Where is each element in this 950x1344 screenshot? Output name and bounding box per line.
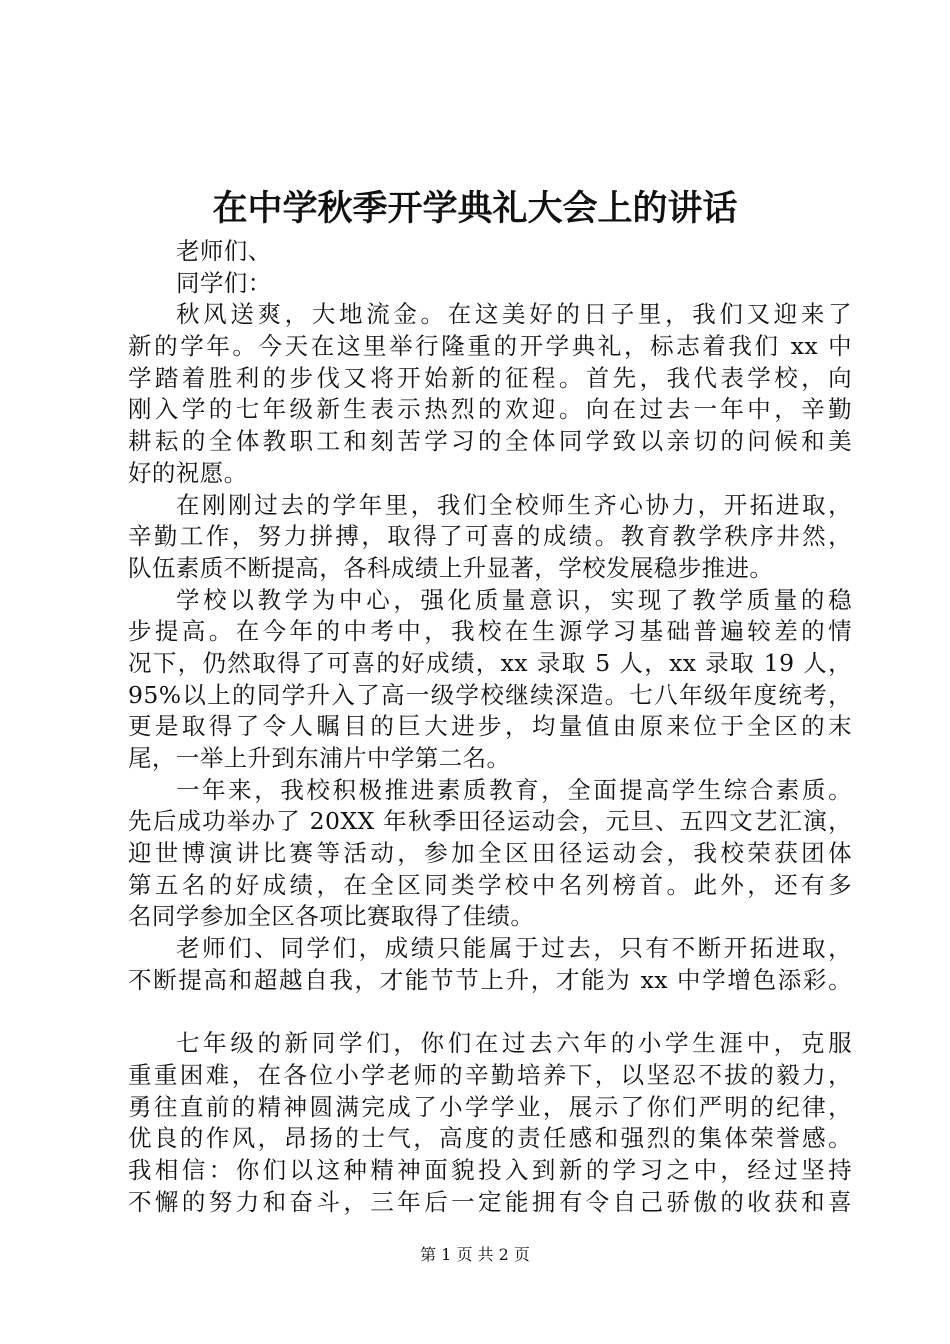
document-body: [128, 236, 852, 1218]
text-line: 队伍素质不断提高，各科成绩上升显著，学校发展稳步推进。: [128, 553, 774, 582]
text-line: 步提高。在今年的中考中，我校在生源学习基础普遍较差的情: [128, 617, 852, 646]
text-line: 重重困难，在各位小学老师的辛勤培养下，以坚忍不拔的毅力，: [128, 1060, 852, 1089]
salutation-students: 同学们：: [176, 268, 272, 297]
text-line: 况下，仍然取得了可喜的好成绩，xx 录取 5 人，xx 录取 19 人，: [128, 648, 852, 677]
text-line: 更是取得了令人瞩目的巨大进步，均量值由原来位于全区的末: [128, 712, 852, 741]
text-line: 名同学参加全区各项比赛取得了佳绩。: [128, 902, 535, 931]
text-line: 勇往直前的精神圆满完成了小学学业，展示了你们严明的纪律，: [128, 1092, 852, 1121]
text-line: 好的祝愿。: [128, 458, 248, 487]
text-line: 在刚刚过去的学年里，我们全校师生齐心协力，开拓进取，: [176, 490, 852, 519]
text-line: 不断提高和超越自我，才能节节上升，才能为 xx 中学增色添彩。: [128, 965, 852, 994]
text-line: 秋风送爽，大地流金。在这美好的日子里，我们又迎来了: [176, 300, 852, 329]
text-line: 第五名的好成绩，在全区同类学校中名列榜首。此外，还有多: [128, 870, 852, 899]
page-footer: 第 1 页 共 2 页: [420, 1245, 530, 1264]
text-line: 七年级的新同学们，你们在过去六年的小学生涯中，克服: [176, 1029, 852, 1058]
text-line: 耕耘的全体教职工和刻苦学习的全体同学致以亲切的问候和美: [128, 427, 852, 456]
text-line: 先后成功举办了 20XX 年秋季田径运动会，元旦、五四文艺汇演，: [128, 807, 852, 836]
document-title: 在中学秋季开学典礼大会上的讲话: [212, 188, 738, 229]
text-line: 我相信：你们以这种精神面貌投入到新的学习之中，经过坚持: [128, 1155, 852, 1184]
salutation-teachers: 老师们、: [176, 237, 272, 265]
text-line: 优良的作风，昂扬的士气，高度的责任感和强烈的集体荣誉感。: [128, 1124, 852, 1153]
paragraph-gap: [128, 997, 852, 1029]
text-line: 学踏着胜利的步伐又将开始新的征程。首先，我代表学校，向: [128, 363, 852, 392]
text-line: 迎世博演讲比赛等活动，参加全区田径运动会，我校荣获团体: [128, 839, 852, 868]
text-line: 老师们、同学们，成绩只能属于过去，只有不断开拓进取，: [176, 934, 852, 963]
text-line: 辛勤工作，努力拼搏，取得了可喜的成绩。教育教学秩序井然，: [128, 522, 852, 551]
text-line: 95%以上的同学升入了高一级学校继续深造。七八年级年度统考，: [128, 680, 852, 709]
text-line: 刚入学的七年级新生表示热烈的欢迎。向在过去一年中，辛勤: [128, 395, 852, 424]
text-line: 尾，一举上升到东浦片中学第二名。: [128, 744, 511, 772]
text-line: 一年来，我校积极推进素质教育，全面提高学生综合素质。: [176, 775, 852, 804]
text-line: 学校以教学为中心，强化质量意识，实现了教学质量的稳: [176, 585, 852, 614]
text-line: 不懈的努力和奋斗，三年后一定能拥有令自己骄傲的收获和喜: [128, 1187, 852, 1216]
text-line: 新的学年。今天在这里举行隆重的开学典礼，标志着我们 xx 中: [128, 332, 852, 361]
